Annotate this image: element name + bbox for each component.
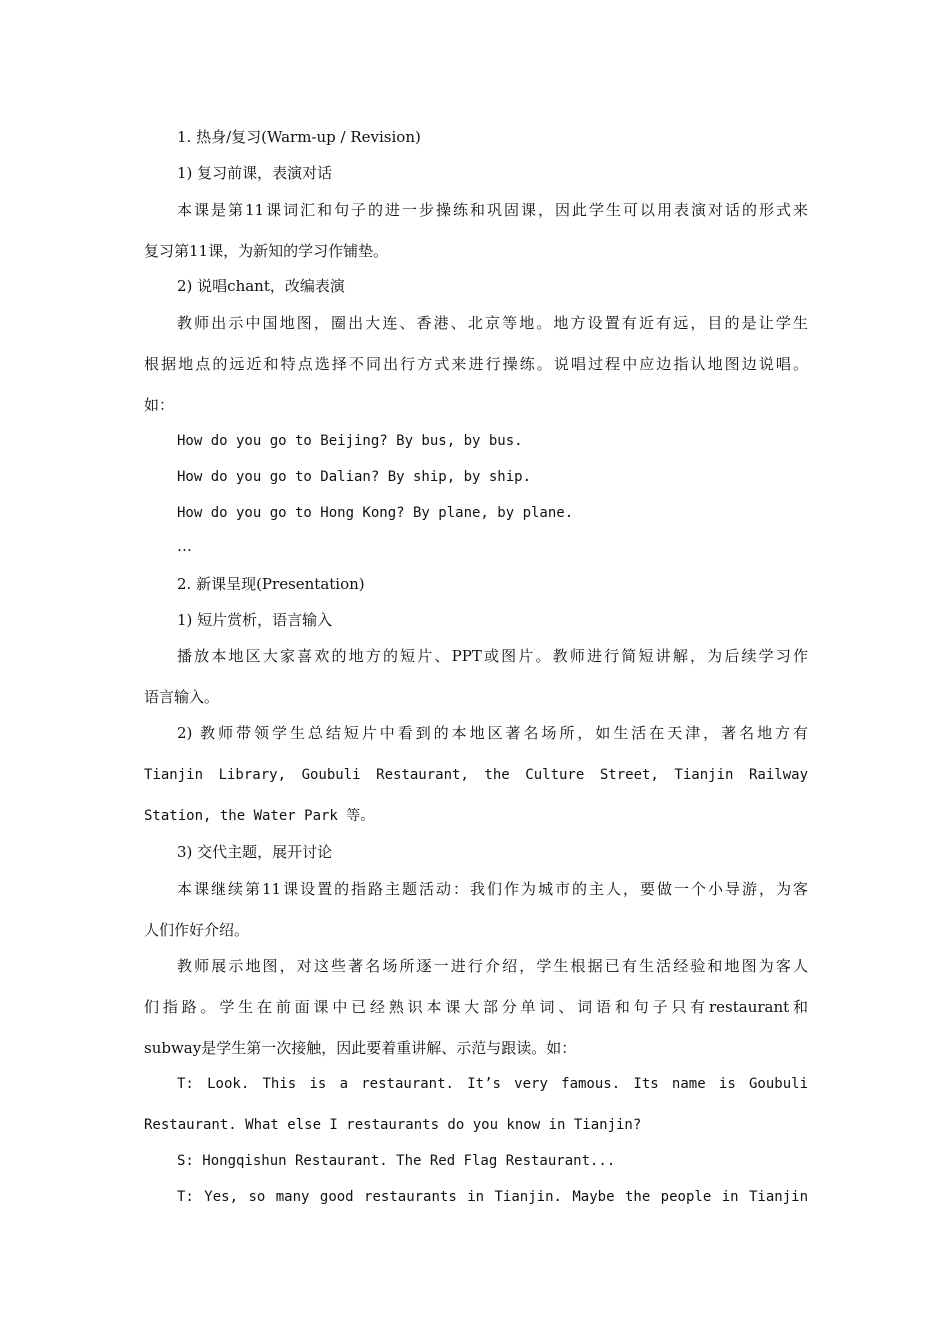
paragraph-line: 根据地点的远近和特点选择不同出行方式来进行操练。说唱过程中应边指认地图边说唱。 <box>144 355 808 373</box>
paragraph-line: 语言输入。 <box>144 688 220 706</box>
paragraph-line: 教师展示地图，对这些著名场所逐一进行介绍，学生根据已有生活经验和地图为客人 <box>177 957 808 975</box>
paragraph-line: subway是学生第一次接触，因此要着重讲解、示范与跟读。如： <box>144 1039 577 1057</box>
subheading-video: 1) 短片赏析，语言输入 <box>177 611 333 629</box>
subheading-review: 1) 复习前课，表演对话 <box>177 164 333 182</box>
subheading-chant: 2) 说唱chant，改编表演 <box>177 277 345 295</box>
paragraph-line: 本课继续第11课设置的指路主题活动：我们作为城市的主人，要做一个小导游，为客 <box>177 880 808 898</box>
paragraph-line: 们指路。学生在前面课中已经熟识本课大部分单词、词语和句子只有restaurant和 <box>144 998 808 1016</box>
paragraph-line: 2) 教师带领学生总结短片中看到的本地区著名场所，如生活在天津，著名地方有 <box>177 724 808 742</box>
heading-presentation: 2. 新课呈现(Presentation) <box>177 575 365 593</box>
dialogue-line: T: Look. This is a restaurant. It’s very famous. Its name is Goubuli <box>177 1076 808 1092</box>
paragraph-line: Tianjin Library, Goubuli Restaurant, the Culture Street, Tianjin Railway <box>144 767 808 783</box>
paragraph-line: 本课是第11课词汇和句子的进一步操练和巩固课，因此学生可以用表演对话的形式来 <box>177 201 808 219</box>
paragraph-line: 复习第11课，为新知的学习作铺垫。 <box>144 242 389 260</box>
dialogue-line: Restaurant. What else I restaurants do you know in Tianjin? <box>144 1117 642 1133</box>
subheading-topic: 3) 交代主题，展开讨论 <box>177 843 333 861</box>
dialogue-line: S: Hongqishun Restaurant. The Red Flag Restaurant... <box>177 1153 616 1169</box>
ellipsis: … <box>177 537 192 555</box>
paragraph-line: 教师出示中国地图，圈出大连、香港、北京等地。地方设置有近有远，目的是让学生 <box>177 314 808 332</box>
chant-line: How do you go to Dalian? By ship, by ship. <box>177 469 532 485</box>
paragraph-line: 人们作好介绍。 <box>144 921 250 939</box>
chant-line: How do you go to Hong Kong? By plane, by plane. <box>177 505 574 521</box>
paragraph-line: 播放本地区大家喜欢的地方的短片、PPT或图片。教师进行简短讲解，为后续学习作 <box>177 647 808 665</box>
paragraph-line: Station, the Water Park 等。 <box>144 808 375 824</box>
chant-line: How do you go to Beijing? By bus, by bus. <box>177 433 523 449</box>
heading-warm-up: 1. 热身/复习(Warm-up / Revision) <box>177 128 421 146</box>
dialogue-line: T: Yes, so many good restaurants in Tianjin. Maybe the people in Tianjin <box>177 1189 808 1205</box>
paragraph-line: 如： <box>144 396 175 414</box>
